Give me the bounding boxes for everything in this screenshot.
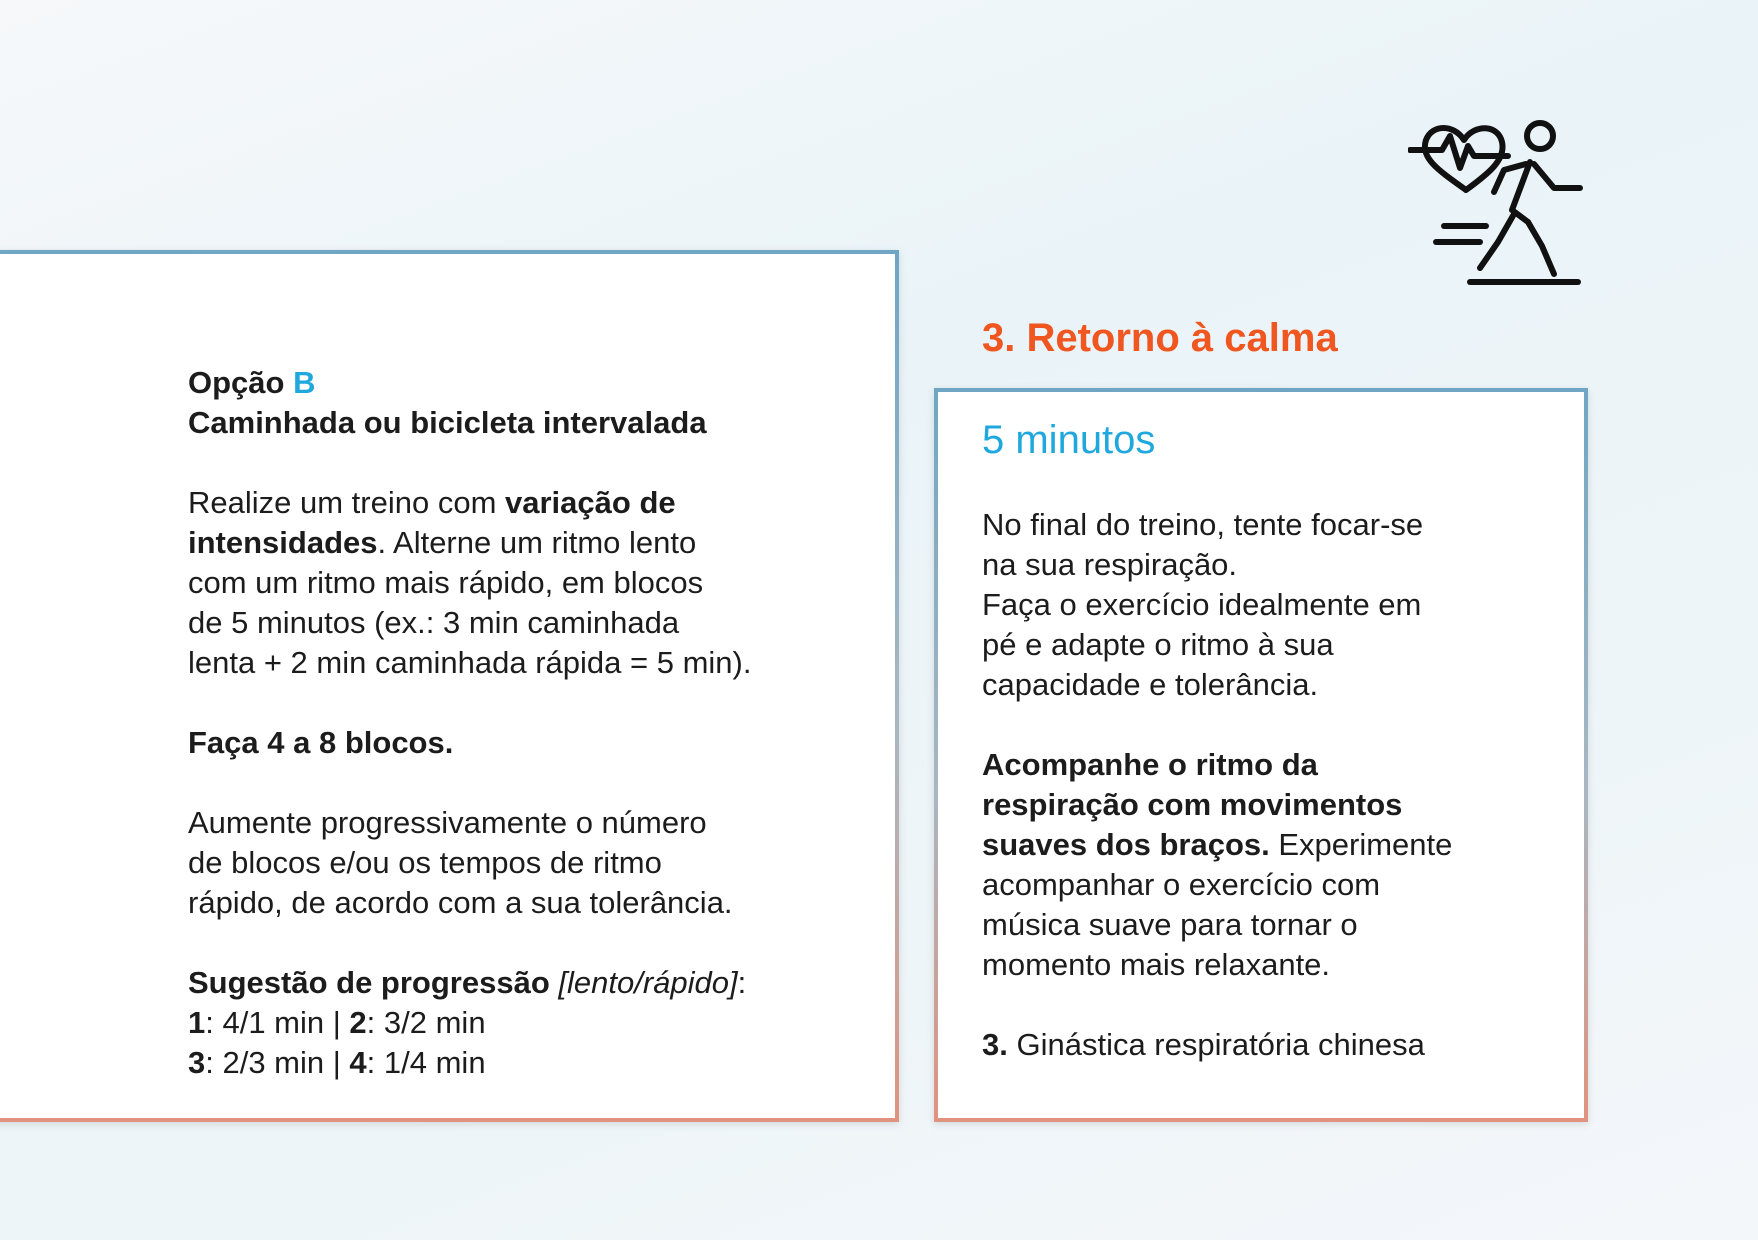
paragraph-line: pé e adapte o ritmo à sua [982, 627, 1334, 662]
paragraph-line: de 5 minutos (ex.: 3 min caminhada [188, 605, 680, 640]
paragraph-line: intensidades. Alterne um ritmo lento [188, 525, 697, 560]
paragraph-line: Acompanhe o ritmo da [982, 747, 1318, 782]
progression-row: 1: 4/1 min | 2: 3/2 min [188, 1005, 486, 1040]
paragraph-line: de blocos e/ou os tempos de ritmo [188, 845, 662, 880]
paragraph-line: capacidade e tolerância. [982, 667, 1319, 702]
paragraph-line: No final do treino, tente focar-se [982, 507, 1424, 542]
paragraph-line: respiração com movimentos [982, 787, 1403, 822]
paragraph-line: rápido, de acordo com a sua tolerância. [188, 885, 733, 920]
progression-heading: Sugestão de progressão [lento/rápido]: [188, 965, 747, 1000]
paragraph-line: com um ritmo mais rápido, em blocos [188, 565, 704, 600]
paragraph-line: Aumente progressivamente o número [188, 805, 707, 840]
reference-line: 3. Ginástica respiratória chinesa [982, 1027, 1425, 1062]
progression-row: 3: 2/3 min | 4: 1/4 min [188, 1045, 486, 1080]
paragraph-line: momento mais relaxante. [982, 947, 1331, 982]
runner-heartbeat-icon [1408, 118, 1588, 293]
paragraph-line: acompanhar o exercício com [982, 867, 1381, 902]
paragraph-line: na sua respiração. [982, 547, 1238, 582]
paragraph-line: Faça o exercício idealmente em [982, 587, 1422, 622]
paragraph-line: música suave para tornar o [982, 907, 1358, 942]
paragraph-line: Realize um treino com variação de [188, 485, 676, 520]
duration-label: 5 minutos [982, 418, 1156, 462]
option-subtitle: Caminhada ou bicicleta intervalada [188, 405, 707, 440]
paragraph-line: lenta + 2 min caminhada rápida = 5 min). [188, 645, 752, 680]
blocks-instruction: Faça 4 a 8 blocos. [188, 725, 454, 760]
section-title: 3. Retorno à calma [982, 316, 1338, 360]
option-heading: Opção B [188, 365, 316, 400]
paragraph-line: suaves dos braços. Experimente [982, 827, 1453, 862]
